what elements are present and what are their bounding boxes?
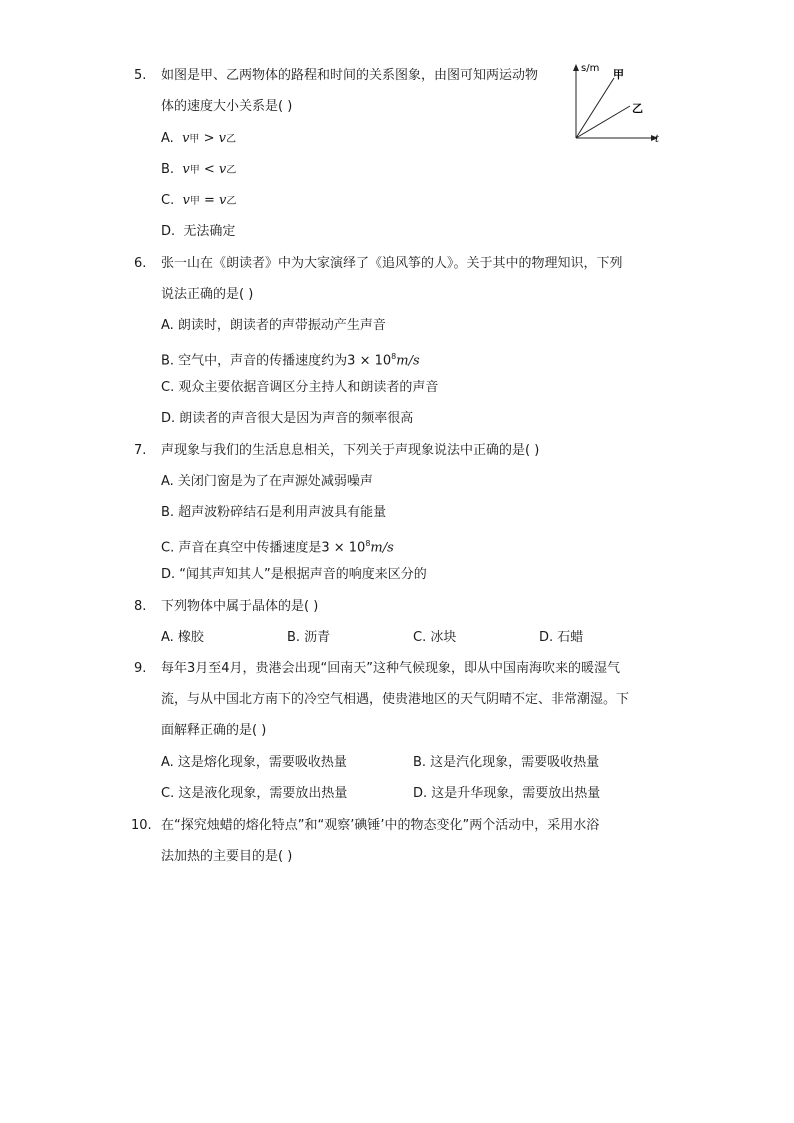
line-yi-label: 乙 xyxy=(632,102,643,115)
option-text: D. “闻其声知其人”是根据声音的响度来区分的 xyxy=(161,567,427,582)
option-label: C. xyxy=(161,193,175,208)
q8-option-a[interactable]: A. 橡胶 xyxy=(161,630,204,645)
option-label: B. xyxy=(161,162,175,177)
q9-stem-line2 xyxy=(0,690,794,710)
y-axis-arrow xyxy=(573,64,579,71)
option-label: D. xyxy=(161,224,176,239)
q10-stem-line1 xyxy=(0,816,794,836)
q9-option-b[interactable]: B. 这是汽化现象，需要吸收热量 xyxy=(413,755,600,770)
q5-stem-line2 xyxy=(0,97,794,117)
q9-options-row2 xyxy=(0,784,794,804)
question-number: 7. xyxy=(134,443,147,458)
q6-option-d[interactable] xyxy=(0,409,794,429)
exponent: 8 xyxy=(391,352,397,361)
q5-option-c[interactable] xyxy=(0,191,794,211)
q6-option-b[interactable] xyxy=(0,347,794,367)
question-text: 声现象与我们的生活息息相关，下列关于声现象说法中正确的是( ) xyxy=(161,443,540,458)
subscript-jia: 甲 xyxy=(189,134,200,145)
subscript-yi: 乙 xyxy=(226,196,237,207)
option-text: C. 声音在真空中传播速度是3 × 10 xyxy=(161,540,366,556)
question-number: 9. xyxy=(134,661,147,676)
comparison-operator: < xyxy=(203,162,215,177)
subscript-jia: 甲 xyxy=(189,196,200,207)
option-text: D. 朗读者的声音很大是因为声音的频率很高 xyxy=(161,411,414,426)
q7-option-a[interactable] xyxy=(0,472,794,492)
q7-option-d[interactable] xyxy=(0,565,794,585)
question-text: 流，与从中国北方南下的冷空气相遇，使贵港地区的天气阴晴不定、非常潮湿。下 xyxy=(161,692,630,707)
question-text: 体的速度大小关系是( ) xyxy=(161,99,293,114)
q9-option-d[interactable]: D. 这是升华现象，需要放出热量 xyxy=(413,786,601,801)
option-text: C. 观众主要依据音调区分主持人和朗读者的声音 xyxy=(161,380,439,395)
q5-option-a[interactable] xyxy=(0,129,794,149)
subscript-jia: 甲 xyxy=(189,165,200,176)
q9-stem-line3 xyxy=(0,721,794,741)
line-jia xyxy=(576,78,614,138)
unit: m/s xyxy=(396,353,420,369)
q8-options xyxy=(0,628,794,648)
question-text: 下列物体中属于晶体的是( ) xyxy=(161,599,319,614)
option-label: A. xyxy=(161,131,174,146)
q9-options-row1 xyxy=(0,753,794,773)
q10-stem-line2 xyxy=(0,847,794,867)
question-text: 如图是甲、乙两物体的路程和时间的关系图象，由图可知两运动物 xyxy=(161,68,539,83)
q5-option-d[interactable] xyxy=(0,222,794,242)
option-text: A. 朗读时，朗读者的声带振动产生声音 xyxy=(161,318,386,333)
question-text: 面解释正确的是( ) xyxy=(161,723,267,738)
question-number: 5. xyxy=(134,68,147,83)
velocity-symbol: v xyxy=(182,162,190,177)
q9-option-a[interactable]: A. 这是熔化现象，需要吸收热量 xyxy=(161,755,347,770)
question-number: 8. xyxy=(134,599,147,614)
q6-stem-line1 xyxy=(0,254,794,274)
comparison-operator: = xyxy=(203,193,215,208)
question-number: 6. xyxy=(134,256,147,271)
q6-option-c[interactable] xyxy=(0,378,794,398)
q8-stem xyxy=(0,597,794,617)
option-text: A. 关闭门窗是为了在声源处减弱噪声 xyxy=(161,474,373,489)
q5-option-b[interactable] xyxy=(0,160,794,180)
unit: m/s xyxy=(370,540,394,556)
q8-option-b[interactable]: B. 沥青 xyxy=(287,630,331,645)
distance-time-graph xyxy=(568,58,664,146)
y-axis-label: s/m xyxy=(581,63,600,74)
q5-stem-line1 xyxy=(0,66,794,86)
subscript-yi: 乙 xyxy=(226,165,237,176)
velocity-symbol: v xyxy=(218,162,227,177)
comparison-operator: > xyxy=(203,131,215,146)
q6-option-a[interactable] xyxy=(0,316,794,336)
question-text: 每年3月至4月，贵港会出现“回南天”这种气候现象，即从中国南海吹来的暖湿气 xyxy=(161,661,621,676)
velocity-symbol: v xyxy=(182,131,190,146)
q8-option-d[interactable]: D. 石蜡 xyxy=(539,630,584,645)
question-text: 在“探究烛蜡的熔化特点”和“观察’碘锤’中的物态变化”两个活动中，采用水浴 xyxy=(161,818,600,833)
subscript-yi: 乙 xyxy=(225,134,236,145)
q8-option-c[interactable]: C. 冰块 xyxy=(413,630,457,645)
q6-stem-line2 xyxy=(0,285,794,305)
option-text: B. 空气中，声音的传播速度约为3 × 10 xyxy=(161,353,392,369)
q7-stem xyxy=(0,441,794,461)
x-axis-label: t xyxy=(655,134,660,145)
q9-stem-line1 xyxy=(0,659,794,679)
question-text: 说法正确的是( ) xyxy=(161,287,254,302)
q7-option-b[interactable] xyxy=(0,503,794,523)
line-yi xyxy=(576,106,630,138)
question-text: 法加热的主要目的是( ) xyxy=(161,849,293,864)
velocity-symbol: v xyxy=(218,131,226,146)
q7-option-c[interactable] xyxy=(0,534,794,554)
option-text: 无法确定 xyxy=(183,224,236,239)
question-text: 张一山在《朗读者》中为大家演绎了《追风筝的人》。关于其中的物理知识，下列 xyxy=(161,256,623,271)
velocity-symbol: v xyxy=(219,193,227,208)
q9-option-c[interactable]: C. 这是液化现象，需要放出热量 xyxy=(161,786,348,801)
velocity-symbol: v xyxy=(182,193,190,208)
option-text: B. 超声波粉碎结石是利用声波具有能量 xyxy=(161,505,387,520)
question-number: 10. xyxy=(131,818,152,833)
line-jia-label: 甲 xyxy=(613,68,624,81)
exponent: 8 xyxy=(365,539,371,548)
